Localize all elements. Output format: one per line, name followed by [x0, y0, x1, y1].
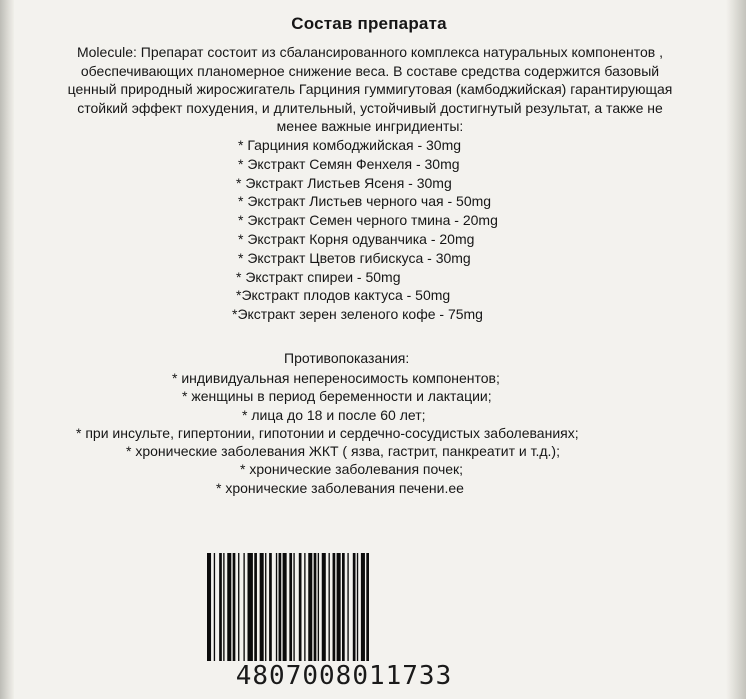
page-edge-shadow-right: [726, 0, 746, 699]
ingredient-item: * Экстракт Листьев черного чая - 50mg: [238, 193, 492, 210]
barcode-bar: [265, 553, 266, 661]
label-sheet: [14, 0, 724, 699]
barcode-bar: [227, 553, 231, 661]
contraindication-item: * хронические заболевания почек;: [240, 461, 464, 478]
section-title: Состав препарата: [291, 14, 447, 33]
barcode-bar: [243, 553, 244, 661]
barcode-bar: [347, 553, 348, 661]
barcode: [207, 553, 470, 661]
barcode-bar: [283, 553, 287, 661]
contraindication-item: * хронические заболевания ЖКТ ( язва, гастрит, панкреатит и т.д.);: [126, 443, 560, 460]
barcode-bar: [219, 553, 222, 661]
contraindications-list: [14, 369, 724, 497]
barcode-bar: [337, 553, 341, 661]
barcode-bar: [353, 553, 356, 661]
intro-line: Molecule: Препарат состоит из сбалансированного комплекса натуральных компонентов ,: [76, 44, 664, 60]
intro-line: обеспечивающих планомерное снижение веса. В составе средства содержится базовый: [80, 62, 660, 79]
barcode-bar: [269, 553, 272, 661]
contraindication-item: * лица до 18 и после 60 лет;: [242, 406, 426, 423]
ingredient-item: *Экстракт зерен зеленого кофе - 75mg: [232, 306, 483, 323]
barcode-bar: [238, 553, 239, 661]
intro-line: ценный природный жиросжигатель Гарциния гуммигутовая (камбоджийская) гарантирующая: [67, 81, 673, 97]
ingredient-item: * Экстракт Семен черного тмина - 20mg: [238, 212, 498, 229]
barcode-bar: [299, 553, 302, 661]
barcode-bar: [322, 553, 326, 661]
barcode-bar: [304, 553, 305, 661]
barcode-bar: [308, 553, 312, 661]
intro-line: менее важные ингридиенты:: [276, 118, 464, 134]
intro-paragraph: [20, 43, 720, 136]
barcode-bar: [254, 553, 257, 661]
contraindication-item: * индивидуальная непереносимость компонентов;: [172, 370, 500, 386]
barcode-number: 4807008011733: [235, 661, 453, 691]
page-edge-shadow-left: [0, 0, 14, 699]
barcode-bar: [207, 553, 211, 661]
contraindication-item: * хронические заболевания печени.ее: [216, 479, 464, 496]
barcode-bar: [248, 553, 253, 661]
contraindications-title: Противопоказания:: [284, 350, 410, 366]
ingredient-item: * Экстракт Семян Фенхеля - 30mg: [238, 155, 460, 172]
barcode-bar: [333, 553, 336, 661]
barcode-bar: [314, 553, 317, 661]
contraindication-item: * при инсульте, гипертонии, гипотонии и сердечно-сосудистых заболеваниях;: [76, 424, 579, 441]
ingredient-item: * Экстракт спиреи - 50mg: [236, 268, 401, 285]
barcode-bar: [366, 553, 369, 661]
contraindication-item: * женщины в период беременности и лактации;: [182, 388, 492, 405]
barcode-bar: [342, 553, 345, 661]
ingredient-list: [14, 136, 724, 324]
barcode-bar: [289, 553, 292, 661]
barcode-bar: [214, 553, 215, 661]
barcode-bar: [276, 553, 277, 661]
barcode-bar: [293, 553, 294, 661]
barcode-bar: [260, 553, 264, 661]
barcode-bar: [329, 553, 330, 661]
barcode-bar: [279, 553, 282, 661]
barcode-bar: [361, 553, 365, 661]
ingredient-item: * Экстракт Корня одуванчика - 20mg: [238, 230, 475, 247]
ingredient-item: * Гарциния комбоджийская - 30mg: [238, 137, 462, 153]
barcode-bar: [357, 553, 358, 661]
barcode-bar: [223, 553, 224, 661]
ingredient-item: * Экстракт Цветов гибискуса - 30mg: [238, 249, 471, 266]
barcode-bar: [233, 553, 236, 661]
barcode-bar: [318, 553, 319, 661]
ingredient-item: * Экстракт Листьев Ясеня - 30mg: [236, 174, 452, 191]
ingredient-item: *Экстракт плодов кактуса - 50mg: [236, 287, 451, 304]
intro-line: стойкий эффект похудения, и длительный, устойчивый достигнутый результат, а также не: [77, 99, 663, 116]
